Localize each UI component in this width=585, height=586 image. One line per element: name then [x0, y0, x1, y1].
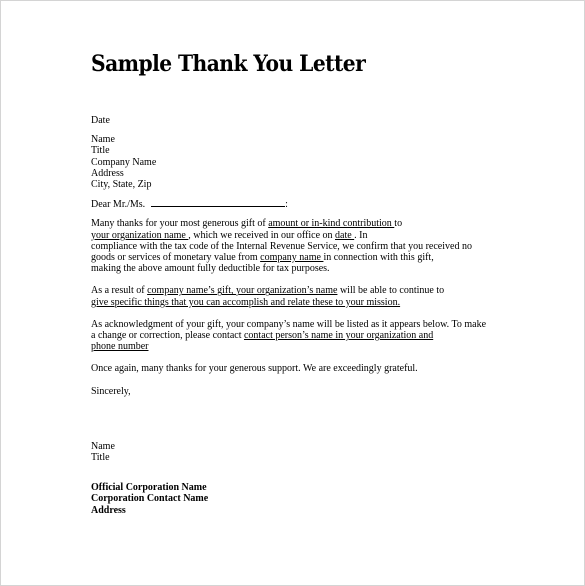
- paragraph-4: Once again, many thanks for your generous support. We are exceedingly grateful.: [91, 363, 418, 375]
- footer-corp-name: Official Corporation Name: [91, 482, 207, 494]
- p2-field-org-name: your organization’s name: [235, 285, 338, 297]
- p1-text-e: , which we received in our office on: [188, 229, 336, 241]
- p1-text-k: in connection with this gift,: [323, 252, 434, 264]
- date-line: Date: [91, 115, 110, 126]
- p1-field-company: company name: [260, 252, 324, 264]
- recipient-title: Title: [91, 145, 110, 157]
- p1-field-org: your organization name: [91, 229, 189, 241]
- recipient-city: City, State, Zip: [91, 179, 152, 191]
- paragraph-3: [91, 319, 511, 353]
- recipient-address: Address: [91, 167, 124, 179]
- p1-text-a: Many thanks for your most generous gift of: [91, 218, 269, 230]
- p2-field-mission: give specific things that you can accomplish and relate these to your mission.: [91, 296, 401, 308]
- salutation-blank: [151, 198, 285, 207]
- p3-text-b: a change or correction, please contact: [91, 330, 244, 342]
- p1-text-h: compliance with the tax code of the Internal Revenue Service, we confirm that you received no: [91, 240, 472, 252]
- p3-text-a: As acknowledgment of your gift, your company’s name will be listed as it appears below. To make: [91, 318, 487, 330]
- footer-contact-name: Corporation Contact Name: [91, 493, 209, 505]
- p3-field-phone: phone number: [91, 341, 149, 353]
- footer-address: Address: [91, 504, 126, 516]
- paragraph-2: [91, 285, 511, 307]
- salutation-suffix: :: [285, 199, 288, 211]
- p2-text-a: As a result of: [91, 285, 148, 297]
- closing: Sincerely,: [91, 385, 131, 397]
- salutation: [91, 198, 511, 210]
- p3-field-contact: contact person’s name in your organization and: [243, 330, 434, 342]
- paragraph-1: [91, 218, 511, 274]
- page-title: Sample Thank You Letter: [91, 51, 366, 77]
- salutation-prefix: Dear Mr./Ms.: [91, 199, 146, 211]
- p1-field-date: date: [335, 229, 355, 241]
- p1-text-i: goods or services of monetary value from: [91, 252, 261, 264]
- recipient-company: Company Name: [91, 156, 157, 168]
- p2-field-company-gift: company name’s gift,: [147, 285, 236, 297]
- p1-text-l: making the above amount fully deductible for tax purposes.: [91, 263, 330, 275]
- p2-text-d: will be able to continue to: [337, 285, 445, 297]
- recipient-name: Name: [91, 134, 115, 146]
- signature-title: Title: [91, 452, 110, 464]
- p1-field-amount: amount or in-kind contribution: [268, 218, 395, 230]
- p1-text-c: to: [394, 218, 403, 230]
- signature-name: Name: [91, 440, 115, 452]
- letter-body: [91, 115, 511, 516]
- p1-text-g: . In: [354, 229, 368, 241]
